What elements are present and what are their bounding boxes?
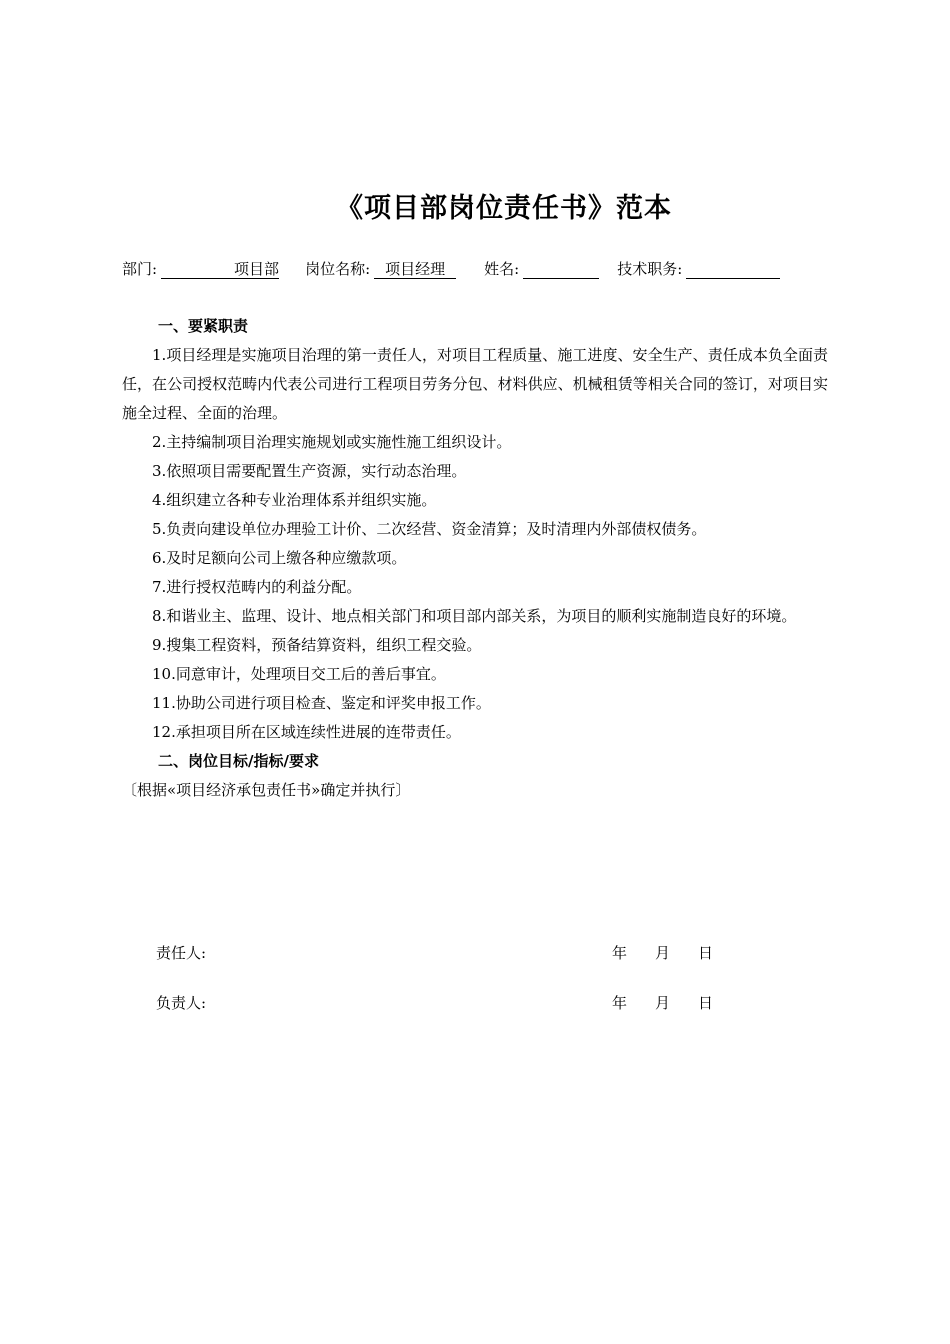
name-label: 姓名: bbox=[484, 260, 520, 278]
targets-note: 〔根据«项目经济承包责任书»确定并执行〕 bbox=[122, 781, 411, 799]
header-fields bbox=[122, 258, 832, 279]
duty-item: 7.进行授权范畴内的利益分配。 bbox=[152, 578, 362, 596]
signature-label: 负责人: bbox=[156, 994, 207, 1012]
duty-item: 4.组织建立各种专业治理体系并组织实施。 bbox=[152, 491, 437, 509]
duty-item: 12.承担项目所在区域连续性进展的连带责任。 bbox=[152, 723, 461, 741]
duty-item: 10.同意审计，处理项目交工后的善后事宜。 bbox=[152, 665, 446, 683]
duty-item: 5.负责向建设单位办理验工计价、二次经营、资金清算；及时清理内外部债权债务。 bbox=[152, 520, 707, 538]
section-heading-duties: 一、要紧职责 bbox=[158, 317, 249, 335]
month-label: 月 bbox=[655, 994, 671, 1012]
duty-item: 8.和谐业主、监理、设计、地点相关部门和项目部内部关系，为项目的顺利实施制造良好的环境。 bbox=[152, 607, 797, 625]
duty-item: 6.及时足额向公司上缴各种应缴款项。 bbox=[152, 549, 407, 567]
day-label: 日 bbox=[698, 994, 714, 1012]
document-title: 《项目部岗位责任书》范本 bbox=[336, 193, 672, 224]
duty-item: 11.协助公司进行项目检查、鉴定和评奖申报工作。 bbox=[152, 694, 491, 712]
tech-title-value bbox=[686, 261, 780, 279]
post-value: 项目经理 bbox=[374, 261, 456, 279]
day-label: 日 bbox=[698, 944, 714, 962]
dept-label: 部门: bbox=[122, 260, 158, 278]
signature-date bbox=[612, 992, 716, 1013]
duty-item: 1.项目经理是实施项目治理的第一责任人，对项目工程质量、施工进度、安全生产、责任成本负全面责任，在公司授权范畴内代表公司进行工程项目劳务分包、材料供应、机械租赁等相关合同的签订，对项目实施全过程、全面的治理。 bbox=[122, 346, 828, 422]
signature-label: 责任人: bbox=[156, 944, 207, 962]
signature-date bbox=[612, 942, 716, 963]
dept-value: 项目部 bbox=[161, 261, 279, 279]
year-label: 年 bbox=[612, 994, 628, 1012]
tech-title-label: 技术职务: bbox=[617, 260, 683, 278]
signature-row-supervisor bbox=[156, 992, 716, 1013]
duty-item: 3.依照项目需要配置生产资源，实行动态治理。 bbox=[152, 462, 467, 480]
section-heading-targets: 二、岗位目标/指标/要求 bbox=[158, 752, 319, 770]
duty-item: 9.搜集工程资料，预备结算资料，组织工程交验。 bbox=[152, 636, 482, 654]
year-label: 年 bbox=[612, 944, 628, 962]
post-label: 岗位名称: bbox=[305, 260, 371, 278]
document-body bbox=[122, 312, 828, 805]
duty-item: 2.主持编制项目治理实施规划或实施性施工组织设计。 bbox=[152, 433, 512, 451]
signature-row-responsible bbox=[156, 942, 716, 963]
month-label: 月 bbox=[655, 944, 671, 962]
name-value bbox=[523, 261, 599, 279]
